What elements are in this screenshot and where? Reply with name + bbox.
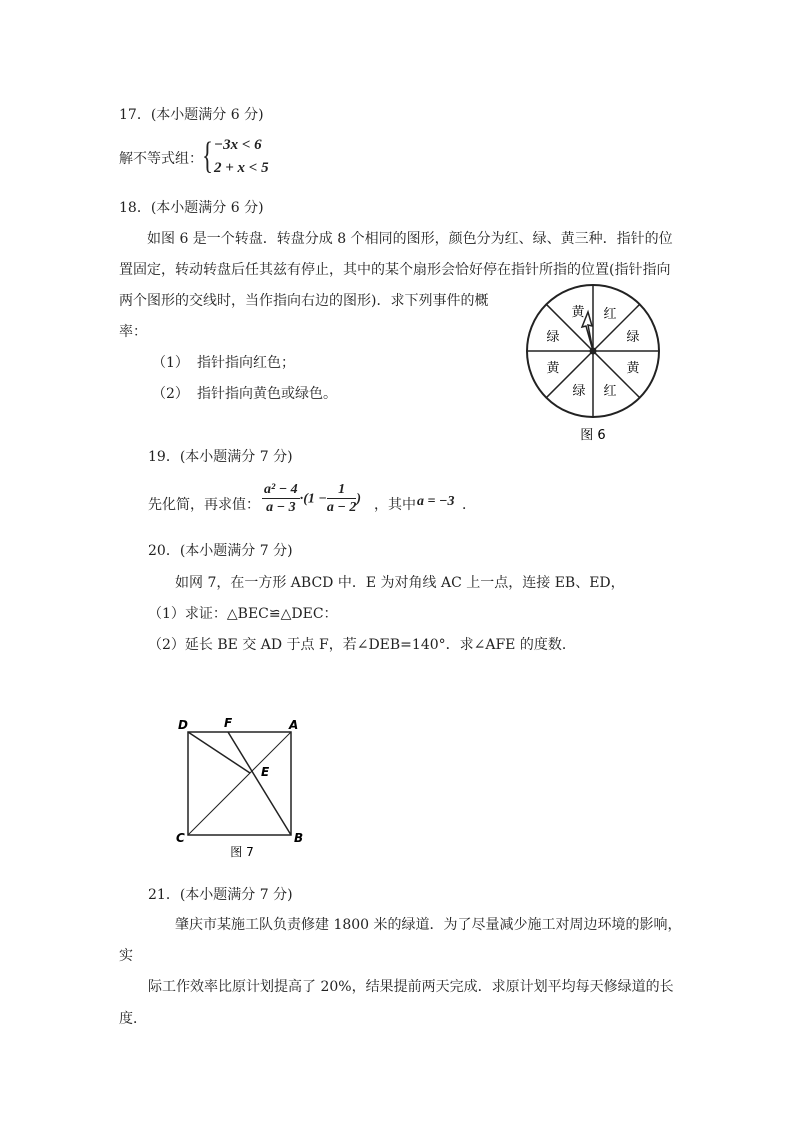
q17-prompt: 解不等式组： xyxy=(119,151,203,167)
figure-7-caption: 图 7 xyxy=(230,845,254,859)
inequality-1: −3x < 6 xyxy=(214,137,262,153)
segment-fb xyxy=(228,732,291,835)
sector-label: 红 xyxy=(603,384,617,399)
fraction-1-denominator: a − 3 xyxy=(266,500,296,515)
sector-label: 黄 xyxy=(571,305,585,320)
square-figure xyxy=(172,712,312,862)
q21-line2: 实 xyxy=(119,948,133,964)
fraction-2-numerator: 1 xyxy=(327,482,356,499)
fraction-2 xyxy=(327,482,356,517)
paren-close: ) xyxy=(356,491,361,507)
q19-prompt: 先化简，再求值： xyxy=(148,497,260,513)
q20-line1: 如网 7，在一方形 ABCD 中．E 为对角线 AC 上一点，连接 EB、ED， xyxy=(175,575,625,591)
q20-item2: （2）延长 BE 交 AD 于点 F，若∠DEB=140°．求∠AFE 的度数． xyxy=(148,637,576,653)
q21-line3: 际工作效率比原计划提高了 20%，结果提前两天完成．求原计划平均每天修绿道的长 xyxy=(148,979,674,995)
fraction-1 xyxy=(262,482,300,517)
label-a: A xyxy=(289,718,299,732)
q19-condition: a = −3 xyxy=(417,494,455,509)
left-brace: { xyxy=(202,135,213,177)
q18-item1-text: 指针指向红色； xyxy=(197,355,295,371)
sector-label: 绿 xyxy=(572,384,586,399)
label-d: D xyxy=(178,718,188,732)
fraction-1-numerator: a² − 4 xyxy=(264,482,298,497)
label-e: E xyxy=(261,765,270,779)
spinner-figure xyxy=(522,282,666,448)
spinner-center xyxy=(590,348,597,355)
q18-line2: 置固定，转动转盘后任其兹有停止，其中的某个扇形会恰好停在指针所指的位置(指针指向 xyxy=(119,262,671,278)
q18-line1: 如图 6 是一个转盘．转盘分成 8 个相同的图形，颜色分为红、绿、黄三种．指针的位 xyxy=(147,231,673,247)
q18-item2-text: 指针指向黄色或绿色。 xyxy=(197,386,337,402)
q18-item2-num: （2） xyxy=(152,386,189,402)
fraction-2-denominator: a − 2 xyxy=(326,500,357,515)
q21-line1: 肇庆市某施工队负责修建 1800 米的绿道．为了尽量减少施工对周边环境的影响， xyxy=(175,917,682,933)
dot: · xyxy=(299,491,304,507)
q19-condition-label: ，其中 xyxy=(374,497,416,513)
inequality-2: 2 + x < 5 xyxy=(214,160,269,176)
q20-header: 20．(本小题满分 7 分) xyxy=(148,543,293,559)
paren-open: (1 − xyxy=(303,491,327,507)
q18-item1-num: （1） xyxy=(152,355,189,371)
q19-header: 19．(本小题满分 7 分) xyxy=(148,449,293,465)
q21-header: 21．(本小题满分 7 分) xyxy=(148,887,293,903)
q17-header: 17．(本小题满分 6 分) xyxy=(119,107,264,123)
sector-label: 黄 xyxy=(546,361,560,376)
figure-6-caption: 图 6 xyxy=(580,428,606,443)
q18-header: 18．(本小题满分 6 分) xyxy=(119,200,264,216)
label-b: B xyxy=(294,831,304,845)
sector-label: 绿 xyxy=(546,330,560,345)
q18-line4: 率： xyxy=(119,324,147,340)
label-f: F xyxy=(224,716,233,730)
sector-label: 红 xyxy=(603,307,617,322)
label-c: C xyxy=(176,831,185,845)
sector-label: 绿 xyxy=(626,330,640,345)
q20-item1: （1）求证：△BEC≌△DEC： xyxy=(148,606,338,622)
diagonal-ac xyxy=(188,732,291,835)
q19-expression xyxy=(262,482,361,517)
q21-line4: 度． xyxy=(119,1011,147,1027)
q18-line3: 两个图形的交线时，当作指向右边的图形)．求下列事件的概 xyxy=(119,293,489,309)
sector-label: 黄 xyxy=(626,361,640,376)
q19-period: ． xyxy=(462,497,476,513)
